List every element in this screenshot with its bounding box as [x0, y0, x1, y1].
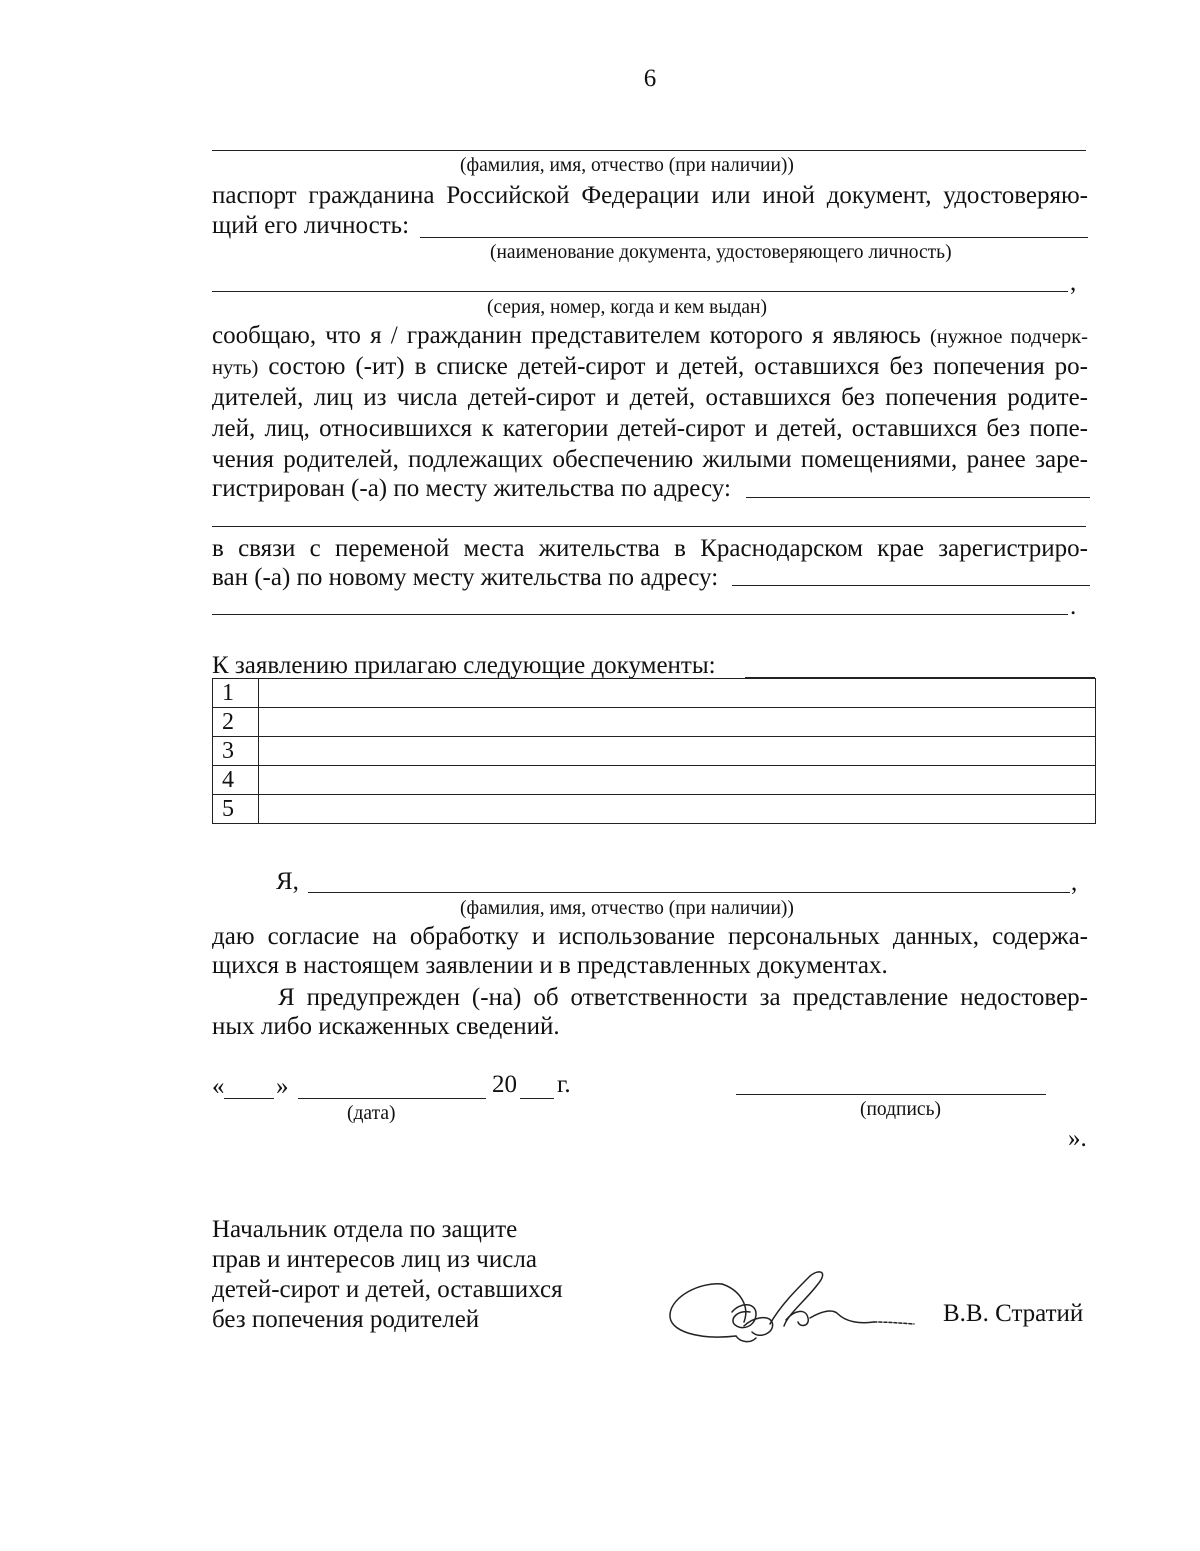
date-day-line[interactable] — [224, 1098, 274, 1099]
date-year-line[interactable] — [520, 1098, 554, 1099]
statement-line-5: чения родителей, подлежащих обеспечению жилыми помещениями, ранее заре- — [212, 446, 1088, 473]
row-number: 3 — [213, 737, 259, 766]
document-name-line[interactable] — [420, 237, 1088, 238]
row-number: 2 — [213, 708, 259, 737]
position-line-3: детей-сирот и детей, оставшихся — [212, 1276, 563, 1303]
row-number: 4 — [213, 766, 259, 795]
statement-line-3: дителей, лиц из числа детей-сирот и детей, оставшихся без попечения родите- — [212, 384, 1088, 411]
consent-name-line[interactable] — [308, 892, 1070, 893]
row-document-cell[interactable] — [259, 679, 1096, 708]
date-month-line[interactable] — [298, 1098, 486, 1099]
attachments-heading: К заявлению прилагаю следующие документы: — [212, 652, 716, 679]
page-number: 6 — [643, 65, 657, 92]
signer-name: В.В. Стратий — [943, 1300, 1084, 1327]
new-address-line-2: ван (-а) по новому месту жительства по адресу: — [212, 564, 719, 591]
table-row — [213, 737, 1096, 766]
date-open-quote: « — [212, 1073, 225, 1100]
table-row — [213, 708, 1096, 737]
row-number: 5 — [213, 795, 259, 824]
previous-address-line-2[interactable] — [212, 526, 1086, 527]
new-address-input-line[interactable] — [732, 585, 1090, 586]
consent-comma: , — [1071, 869, 1078, 896]
statement-line-6: гистрирован (-а) по месту жительства по адресу: — [212, 475, 731, 502]
document-series-line[interactable] — [212, 291, 1068, 292]
position-line-2: прав и интересов лиц из числа — [212, 1246, 537, 1273]
new-address-period: . — [1070, 593, 1077, 620]
consent-line-1: даю согласие на обработку и использование персональных данных, содержа- — [212, 923, 1088, 950]
row-document-cell[interactable] — [259, 795, 1096, 824]
statement-line-2 — [212, 351, 1088, 384]
date-year-suffix: г. — [557, 1071, 571, 1098]
date-caption: (дата) — [347, 1103, 396, 1124]
document-name-caption: (наименование документа, удостоверяющего личность) — [490, 242, 952, 263]
table-row — [213, 766, 1096, 795]
attachments-table — [212, 678, 1096, 824]
applicant-fio-caption: (фамилия, имя, отчество (при наличии)) — [460, 155, 794, 176]
statement-line-1-small: (нужное подчерк- — [929, 326, 1088, 348]
handwritten-signature — [660, 1262, 930, 1362]
signature-line[interactable] — [736, 1094, 1046, 1095]
applicant-name-line[interactable] — [212, 150, 1086, 151]
table-row — [213, 679, 1096, 708]
statement-line-2-small: нуть) — [212, 357, 259, 379]
previous-address-line[interactable] — [746, 497, 1090, 498]
statement-line-1-main: сообщаю, что я / гражданин представителем которого я являюсь — [212, 322, 921, 349]
series-caption: (серия, номер, когда и кем выдан) — [487, 297, 767, 318]
statement-line-2-main: состою (-ит) в списке детей-сирот и детей, оставшихся без попечения ро- — [268, 353, 1089, 380]
new-address-line-1: в связи с переменой места жительства в Краснодарском крае зарегистриро- — [212, 535, 1088, 562]
warning-line-1: Я предупрежден (-на) об ответственности за представление недостовер- — [278, 984, 1088, 1011]
statement-line-4: лей, лиц, относившихся к категории детей-сирот и детей, оставшихся без попе- — [212, 415, 1088, 442]
signature-caption: (подпись) — [860, 1099, 941, 1120]
consent-ya: Я, — [276, 868, 299, 895]
passport-line-1: паспорт гражданина Российской Федерации или иной документ, удостоверяю- — [212, 182, 1088, 209]
position-line-4: без попечения родителей — [212, 1306, 480, 1333]
row-document-cell[interactable] — [259, 737, 1096, 766]
date-year-prefix: 20 — [492, 1071, 517, 1098]
row-document-cell[interactable] — [259, 766, 1096, 795]
passport-line-2: щий его личность: — [212, 212, 410, 239]
table-row — [213, 795, 1096, 824]
series-comma: , — [1070, 269, 1077, 296]
new-address-input-line-2[interactable] — [212, 614, 1068, 615]
date-close-quote: » — [276, 1073, 289, 1100]
consent-fio-caption: (фамилия, имя, отчество (при наличии)) — [460, 898, 794, 919]
row-document-cell[interactable] — [259, 708, 1096, 737]
closing-quote: ». — [1068, 1125, 1087, 1152]
statement-line-1 — [212, 320, 1088, 353]
warning-line-2: ных либо искаженных сведений. — [212, 1013, 560, 1040]
consent-line-2: щихся в настоящем заявлении и в представленных документах. — [212, 952, 888, 979]
position-line-1: Начальник отдела по защите — [212, 1216, 518, 1243]
row-number: 1 — [213, 679, 259, 708]
